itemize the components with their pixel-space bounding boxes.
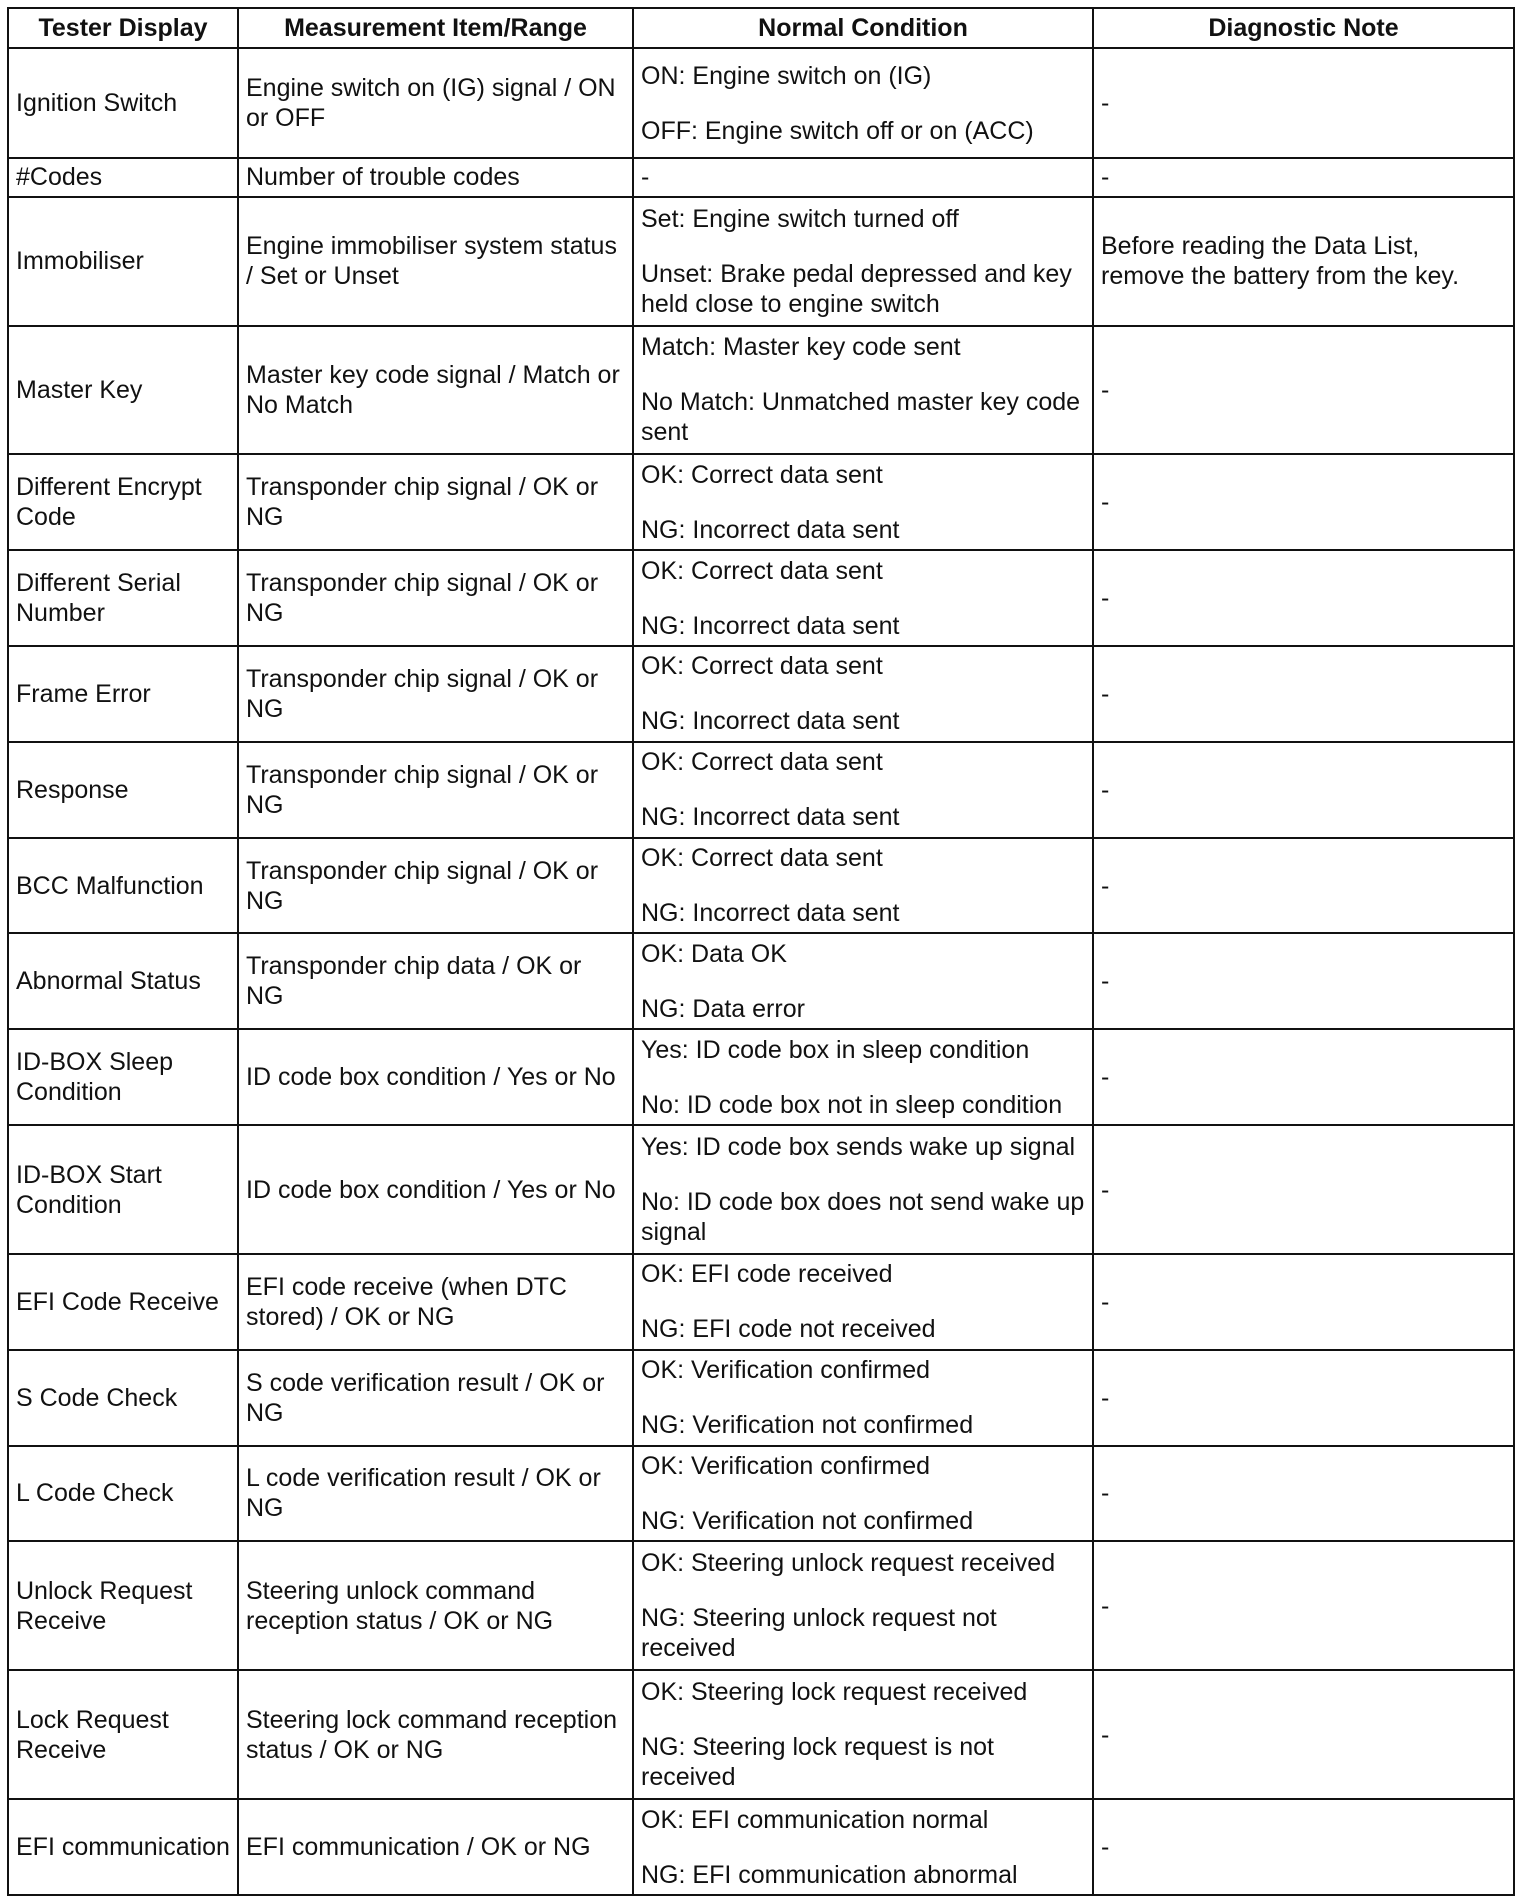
cell-normal-condition	[633, 1670, 1093, 1799]
condition-line-secondary: NG: Incorrect data sent	[641, 707, 900, 736]
condition-line-secondary: NG: Data error	[641, 994, 805, 1023]
cell-measurement-item: EFI communication / OK or NG	[238, 1799, 633, 1895]
table-row	[8, 1541, 1514, 1670]
cell-normal-condition	[633, 1125, 1093, 1254]
condition-gap	[641, 1289, 1085, 1314]
cell-normal-condition	[633, 1029, 1093, 1125]
condition-line-primary: OK: Data OK	[641, 939, 787, 968]
condition-line-primary: OK: Correct data sent	[641, 844, 883, 873]
condition-gap	[641, 873, 1085, 898]
header-diagnostic-note: Diagnostic Note	[1093, 8, 1514, 48]
cell-measurement-item: Transponder chip signal / OK or NG	[238, 550, 633, 646]
table-row	[8, 550, 1514, 646]
condition-line-primary: OK: Steering lock request received	[641, 1678, 1028, 1707]
cell-measurement-item: Number of trouble codes	[238, 158, 633, 197]
cell-diagnostic-note: -	[1093, 646, 1514, 742]
condition-line-primary: OK: Steering unlock request received	[641, 1549, 1056, 1578]
cell-tester-display: Unlock Request Receive	[8, 1541, 238, 1670]
cell-diagnostic-note: -	[1093, 1799, 1514, 1895]
condition-gap	[641, 777, 1085, 802]
condition-line-secondary: NG: Incorrect data sent	[641, 899, 900, 928]
cell-tester-display: Different Encrypt Code	[8, 454, 238, 550]
table-row	[8, 1254, 1514, 1350]
cell-normal-condition	[633, 326, 1093, 455]
cell-diagnostic-note: -	[1093, 1541, 1514, 1670]
condition-line-secondary: NG: Incorrect data sent	[641, 803, 900, 832]
condition-line-primary: OK: EFI communication normal	[641, 1805, 989, 1834]
cell-normal-condition	[633, 197, 1093, 326]
cell-measurement-item: Steering unlock command reception status / OK or NG	[238, 1541, 633, 1670]
condition-line-secondary: NG: Incorrect data sent	[641, 611, 900, 640]
cell-diagnostic-note: -	[1093, 1670, 1514, 1799]
table-row	[8, 1350, 1514, 1446]
cell-measurement-item: Transponder chip signal / OK or NG	[238, 454, 633, 550]
cell-diagnostic-note: -	[1093, 1446, 1514, 1542]
cell-tester-display: Ignition Switch	[8, 48, 238, 158]
cell-diagnostic-note: -	[1093, 326, 1514, 455]
cell-diagnostic-note: Before reading the Data List, remove the battery from the key.	[1093, 197, 1514, 326]
cell-measurement-item: Transponder chip data / OK or NG	[238, 933, 633, 1029]
condition-gap	[641, 1162, 1085, 1187]
cell-measurement-item: Transponder chip signal / OK or NG	[238, 742, 633, 838]
condition-line-primary: OK: Correct data sent	[641, 652, 883, 681]
condition-line-primary: OK: Correct data sent	[641, 748, 883, 777]
cell-measurement-item: Engine immobiliser system status / Set or Unset	[238, 197, 633, 326]
cell-tester-display: S Code Check	[8, 1350, 238, 1446]
cell-tester-display: BCC Malfunction	[8, 838, 238, 934]
table-row	[8, 48, 1514, 158]
cell-normal-condition	[633, 1799, 1093, 1895]
condition-line-secondary: NG: Incorrect data sent	[641, 515, 900, 544]
table-row	[8, 1125, 1514, 1254]
cell-measurement-item: Transponder chip signal / OK or NG	[238, 646, 633, 742]
table-row	[8, 838, 1514, 934]
cell-tester-display: Frame Error	[8, 646, 238, 742]
header-tester-display: Tester Display	[8, 8, 238, 48]
table-row	[8, 1446, 1514, 1542]
condition-line-secondary: NG: Verification not confirmed	[641, 1506, 974, 1535]
condition-gap	[641, 490, 1085, 515]
cell-tester-display: EFI Code Receive	[8, 1254, 238, 1350]
cell-diagnostic-note: -	[1093, 48, 1514, 158]
header-normal-condition: Normal Condition	[633, 8, 1093, 48]
condition-line-primary: Match: Master key code sent	[641, 333, 961, 362]
cell-tester-display: #Codes	[8, 158, 238, 197]
condition-line-secondary: No Match: Unmatched master key code sent	[641, 388, 1081, 447]
cell-tester-display: Different Serial Number	[8, 550, 238, 646]
data-list-table	[7, 7, 1515, 1896]
cell-diagnostic-note: -	[1093, 1350, 1514, 1446]
condition-line-primary: OK: Verification confirmed	[641, 1451, 931, 1480]
condition-line-secondary: OFF: Engine switch off or on (ACC)	[641, 116, 1034, 145]
condition-line-secondary: NG: Steering lock request is not received	[641, 1733, 994, 1792]
cell-measurement-item: ID code box condition / Yes or No	[238, 1029, 633, 1125]
condition-gap	[641, 1578, 1085, 1603]
cell-normal-condition	[633, 742, 1093, 838]
cell-normal-condition	[633, 454, 1093, 550]
cell-measurement-item: S code verification result / OK or NG	[238, 1350, 633, 1446]
cell-normal-condition	[633, 838, 1093, 934]
condition-line-primary: OK: Correct data sent	[641, 556, 883, 585]
table-row	[8, 197, 1514, 326]
condition-line-secondary: NG: Steering unlock request not received	[641, 1604, 997, 1663]
cell-tester-display: Master Key	[8, 326, 238, 455]
cell-diagnostic-note: -	[1093, 1029, 1514, 1125]
condition-line-secondary: NG: Verification not confirmed	[641, 1411, 974, 1440]
cell-normal-condition	[633, 48, 1093, 158]
cell-tester-display: EFI communication	[8, 1799, 238, 1895]
condition-gap	[641, 234, 1085, 259]
cell-tester-display: Lock Request Receive	[8, 1670, 238, 1799]
condition-line-secondary: NG: EFI communication abnormal	[641, 1860, 1018, 1889]
condition-gap	[641, 1835, 1085, 1860]
table-row	[8, 326, 1514, 455]
condition-gap	[641, 969, 1085, 994]
condition-line-secondary: NG: EFI code not received	[641, 1315, 936, 1344]
cell-diagnostic-note: -	[1093, 1125, 1514, 1254]
condition-line-secondary: No: ID code box not in sleep condition	[641, 1090, 1063, 1119]
condition-line-primary: OK: Correct data sent	[641, 460, 883, 489]
table-row	[8, 158, 1514, 197]
cell-diagnostic-note: -	[1093, 454, 1514, 550]
table-row	[8, 742, 1514, 838]
table-row	[8, 454, 1514, 550]
cell-measurement-item: Transponder chip signal / OK or NG	[238, 838, 633, 934]
cell-diagnostic-note: -	[1093, 838, 1514, 934]
cell-measurement-item: Engine switch on (IG) signal / ON or OFF	[238, 48, 633, 158]
cell-tester-display: ID-BOX Sleep Condition	[8, 1029, 238, 1125]
cell-tester-display: Response	[8, 742, 238, 838]
cell-measurement-item: Master key code signal / Match or No Match	[238, 326, 633, 455]
cell-diagnostic-note: -	[1093, 550, 1514, 646]
condition-line-primary: Yes: ID code box in sleep condition	[641, 1035, 1030, 1064]
condition-gap	[641, 1481, 1085, 1506]
cell-normal-condition	[633, 1350, 1093, 1446]
condition-line-primary: ON: Engine switch on (IG)	[641, 61, 932, 90]
condition-line-secondary: Unset: Brake pedal depressed and key held close to engine switch	[641, 259, 1072, 318]
condition-gap	[641, 91, 1085, 116]
cell-normal-condition	[633, 933, 1093, 1029]
header-measurement-item: Measurement Item/Range	[238, 8, 633, 48]
table-row	[8, 933, 1514, 1029]
condition-gap	[641, 362, 1085, 387]
condition-line-primary: -	[641, 163, 650, 192]
cell-measurement-item: Steering lock command reception status / OK or NG	[238, 1670, 633, 1799]
condition-line-secondary: No: ID code box does not send wake up signal	[641, 1188, 1085, 1246]
header-row	[8, 8, 1514, 48]
table-row	[8, 646, 1514, 742]
cell-measurement-item: EFI code receive (when DTC stored) / OK or NG	[238, 1254, 633, 1350]
table-row	[8, 1670, 1514, 1799]
condition-gap	[641, 681, 1085, 706]
cell-tester-display: L Code Check	[8, 1446, 238, 1542]
condition-gap	[641, 1065, 1085, 1090]
cell-diagnostic-note: -	[1093, 742, 1514, 838]
cell-diagnostic-note: -	[1093, 158, 1514, 197]
cell-normal-condition	[633, 158, 1093, 197]
cell-measurement-item: L code verification result / OK or NG	[238, 1446, 633, 1542]
condition-line-primary: OK: EFI code received	[641, 1260, 893, 1289]
cell-tester-display: ID-BOX Start Condition	[8, 1125, 238, 1254]
cell-normal-condition	[633, 1254, 1093, 1350]
table-row	[8, 1799, 1514, 1895]
cell-tester-display: Abnormal Status	[8, 933, 238, 1029]
cell-normal-condition	[633, 1541, 1093, 1670]
table-row	[8, 1029, 1514, 1125]
cell-normal-condition	[633, 646, 1093, 742]
cell-normal-condition	[633, 550, 1093, 646]
condition-line-primary: Yes: ID code box sends wake up signal	[641, 1133, 1076, 1161]
cell-tester-display: Immobiliser	[8, 197, 238, 326]
condition-line-primary: OK: Verification confirmed	[641, 1356, 931, 1385]
condition-gap	[641, 1707, 1085, 1732]
cell-diagnostic-note: -	[1093, 1254, 1514, 1350]
cell-measurement-item: ID code box condition / Yes or No	[238, 1125, 633, 1254]
cell-diagnostic-note: -	[1093, 933, 1514, 1029]
condition-gap	[641, 1385, 1085, 1410]
cell-normal-condition	[633, 1446, 1093, 1542]
condition-gap	[641, 586, 1085, 611]
condition-line-primary: Set: Engine switch turned off	[641, 204, 959, 233]
table-body	[8, 48, 1514, 1895]
